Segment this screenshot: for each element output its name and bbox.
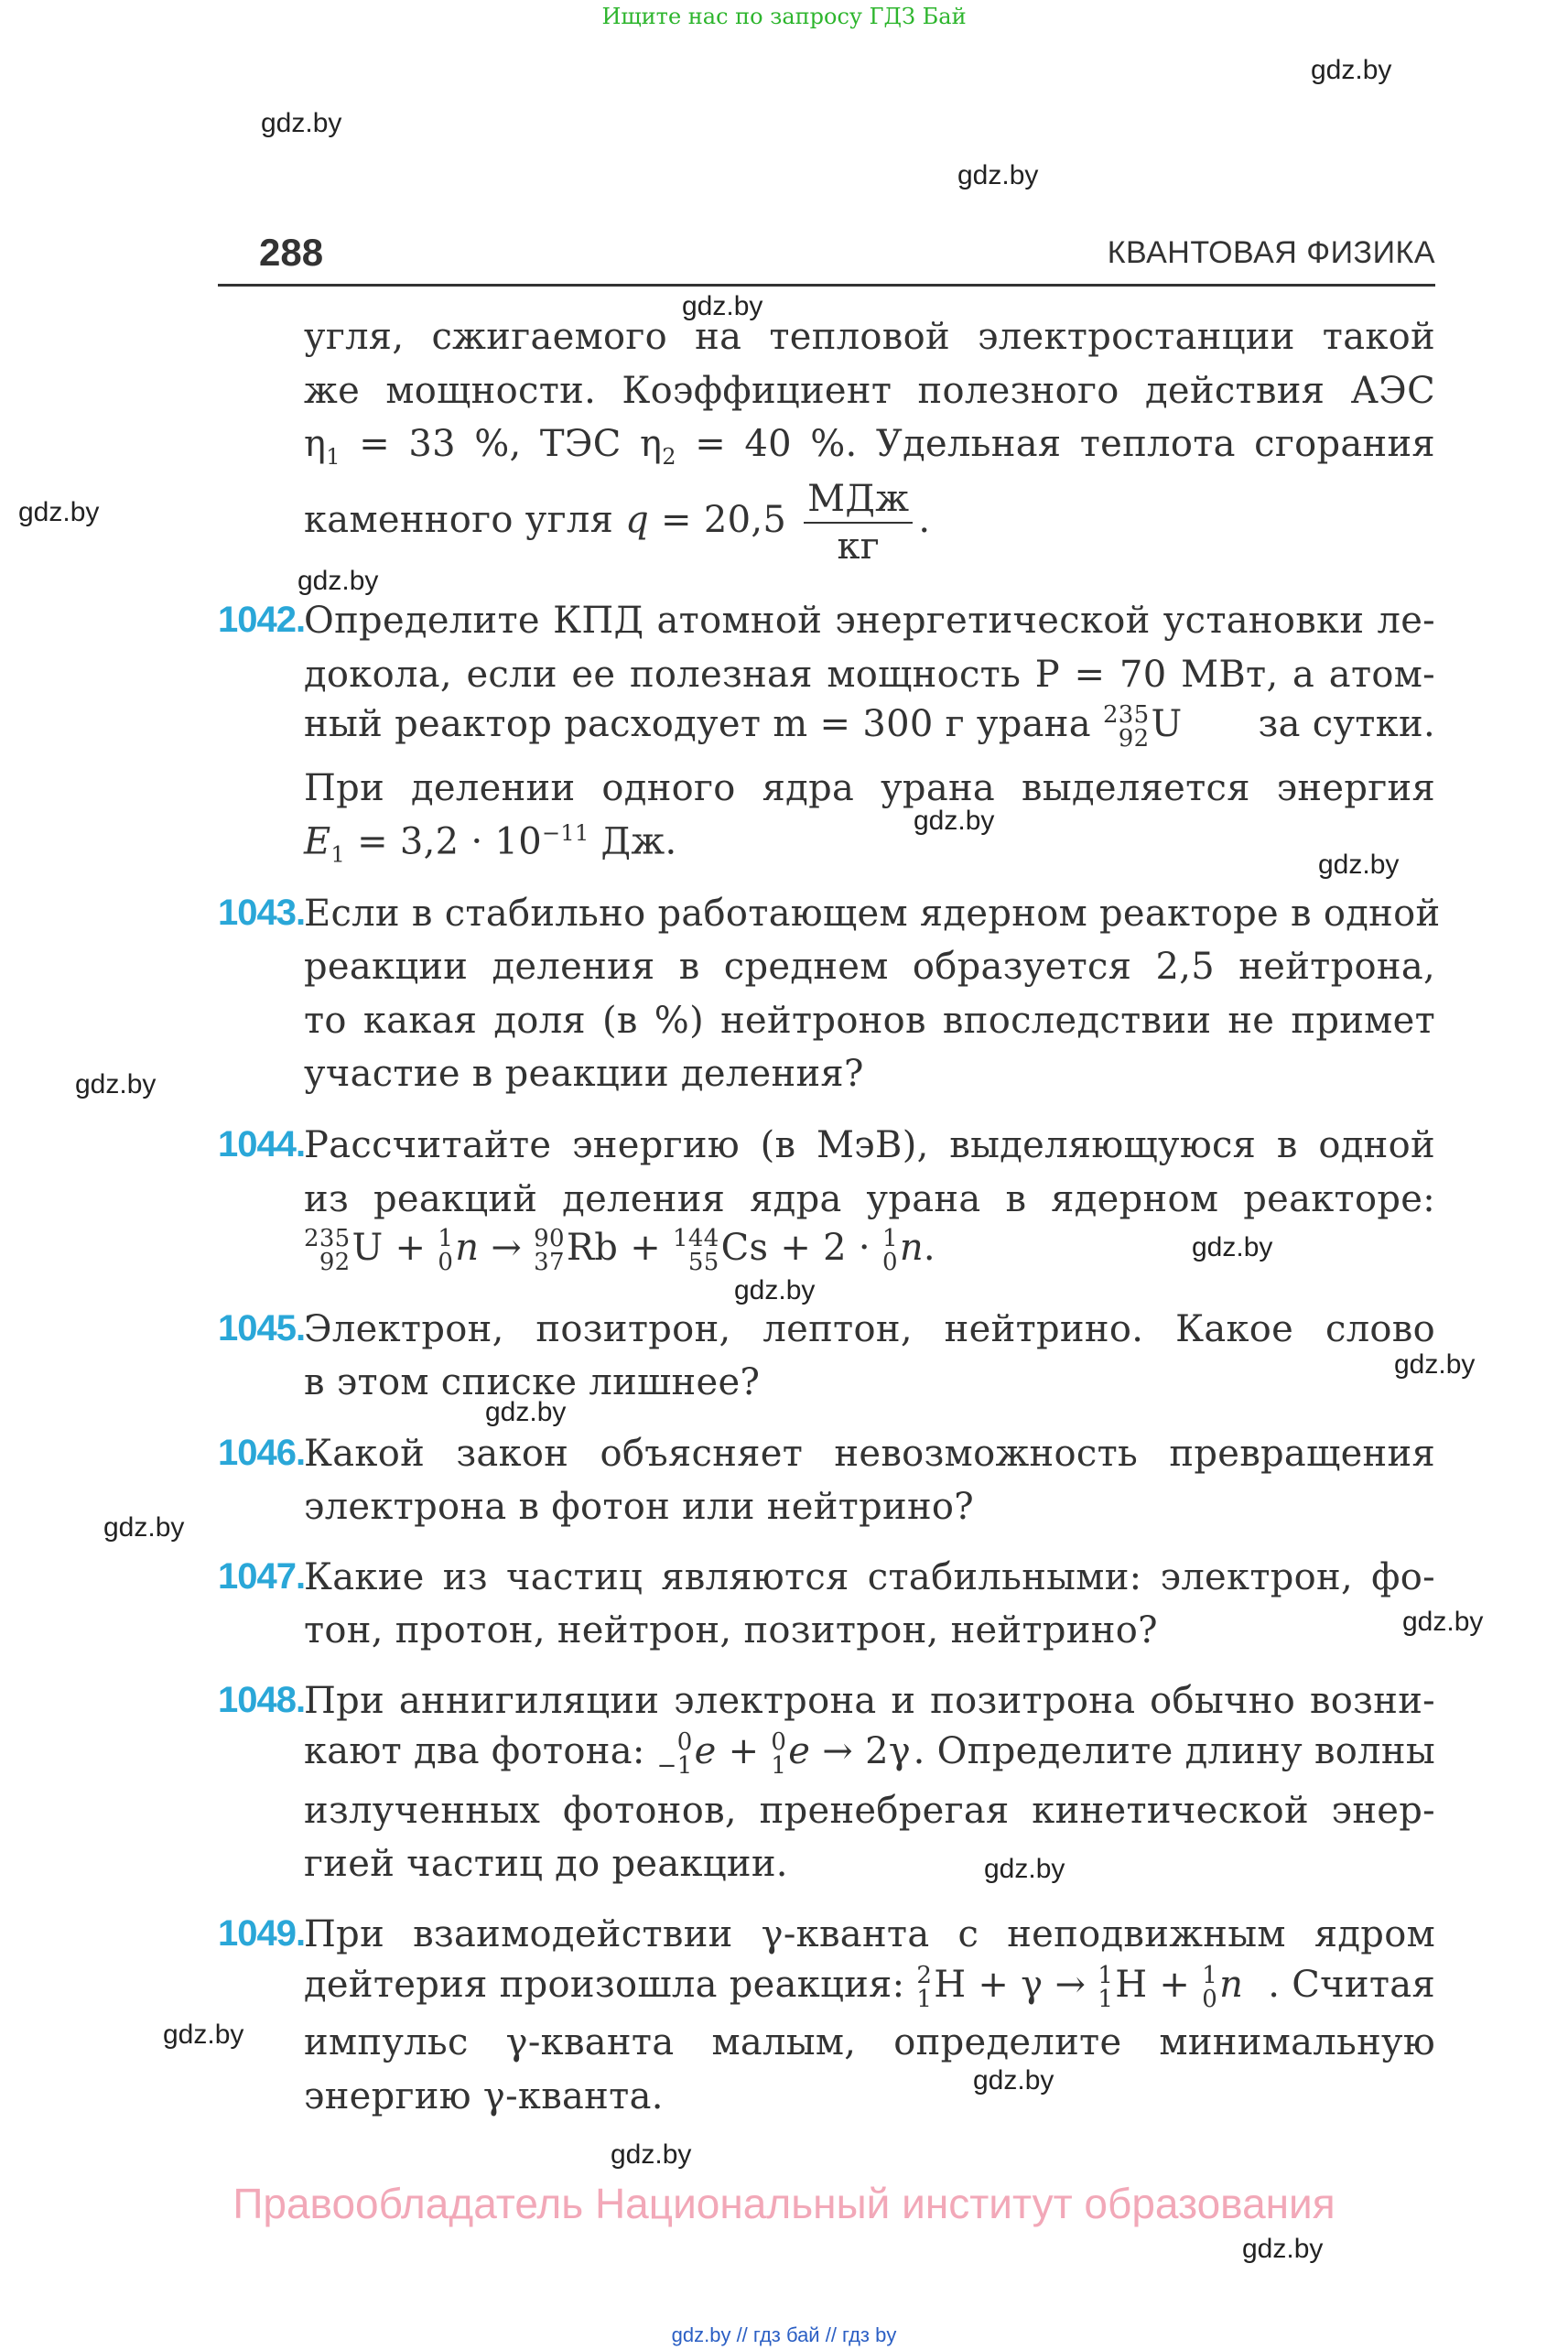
problem-number: 1043. bbox=[218, 893, 306, 933]
text-line: участие в реакции деления? bbox=[304, 1053, 864, 1095]
watermark: gdz.by bbox=[1402, 1607, 1484, 1637]
text-line: Если в стабильно работающем ядерном реакторе в одной bbox=[304, 893, 1441, 935]
text-line: тон, протон, нейтрон, позитрон, нейтрино? bbox=[304, 1609, 1158, 1651]
watermark: gdz.by bbox=[75, 1069, 157, 1099]
problem-number: 1049. bbox=[218, 1913, 306, 1954]
watermark: gdz.by bbox=[957, 160, 1039, 190]
text-line: дейтерия произошла реакция: 2 1 H + γ → 1 1 H + 1 0 n . Считая bbox=[304, 1962, 1435, 2013]
reaction-equation: 235 92 U + 1 0 n → 90 37 Rb + 144 55 Cs + 2 · 1 0 n. bbox=[304, 1225, 935, 1276]
text-line: гией частиц до реакции. bbox=[304, 1843, 788, 1885]
watermark: gdz.by bbox=[611, 2139, 692, 2170]
watermark: gdz.by bbox=[734, 1275, 816, 1305]
watermark: gdz.by bbox=[261, 108, 342, 138]
watermark: gdz.by bbox=[485, 1397, 567, 1427]
text-line: электрона в фотон или нейтрино? bbox=[304, 1486, 975, 1528]
watermark: gdz.by bbox=[914, 806, 995, 836]
watermark: gdz.by bbox=[984, 1854, 1065, 1884]
text-line: ный реактор расходует m = 300 г урана 235 92 U за сутки. bbox=[304, 701, 1435, 753]
problem-number: 1042. bbox=[218, 600, 306, 640]
watermark: gdz.by bbox=[163, 2020, 244, 2050]
text-line: $\eta_1 = 33$ %, ТЭС $\eta_2 = 40$ %. Удельная теплота сгорания bbox=[304, 423, 1435, 470]
text-line: то какая доля (в %) нейтронов впоследствии не примет bbox=[304, 1000, 1435, 1042]
text-line: в этом списке лишнее? bbox=[304, 1361, 761, 1403]
text-line: кают два фотона: 0 −1 e + 0 1 e → 2γ . Определите длину волны bbox=[304, 1728, 1435, 1780]
text-line: угля, сжигаемого на тепловой электростанции такой bbox=[304, 316, 1435, 358]
watermark: gdz.by bbox=[103, 1512, 185, 1543]
text-line: излученных фотонов, пренебрегая кинетической энер- bbox=[304, 1790, 1435, 1832]
watermark: gdz.by bbox=[973, 2065, 1054, 2096]
text-line: каменного угля q = 20,5 $\frac{\text{МДж}}{кг}$ . bbox=[304, 478, 931, 568]
page-number: 288 bbox=[259, 231, 324, 274]
fraction: $\frac{\text{МДж}}{кг}$ bbox=[804, 478, 913, 568]
text-line: При взаимодействии γ-кванта с неподвижным ядром bbox=[304, 1913, 1435, 1955]
copyright-notice: Правообладатель Национальный институт образования bbox=[232, 2180, 1336, 2227]
watermark: gdz.by bbox=[1242, 2234, 1324, 2264]
bottom-note: gdz.by // гдз бай // гдз by bbox=[671, 2323, 897, 2346]
text-line: докола, если ее полезная мощность P = 70 МВт, а атом- bbox=[304, 654, 1435, 696]
text-line: же мощности. Коэффициент полезного действия АЭС bbox=[304, 370, 1435, 412]
text-line: реакции деления в среднем образуется 2,5 нейтрона, bbox=[304, 946, 1435, 988]
section-title: КВАНТОВАЯ ФИЗИКА bbox=[1107, 235, 1435, 270]
text-line: Какие из частиц являются стабильными: электрон, фо- bbox=[304, 1556, 1435, 1598]
text-line: $E_1 = 3,2 \cdot 10^{-11}$ Дж. bbox=[304, 820, 677, 868]
problem-number: 1047. bbox=[218, 1556, 306, 1597]
top-note: Ищите нас по запросу ГДЗ Бай bbox=[601, 4, 967, 29]
text-line: Электрон, позитрон, лептон, нейтрино. Какое слово bbox=[304, 1308, 1435, 1350]
text-line: из реакций деления ядра урана в ядерном реакторе: bbox=[304, 1178, 1435, 1220]
problem-number: 1044. bbox=[218, 1124, 306, 1164]
text-line: энергию γ-кванта. bbox=[304, 2075, 664, 2117]
watermark: gdz.by bbox=[1394, 1349, 1476, 1380]
page-header bbox=[218, 227, 1435, 287]
watermark: gdz.by bbox=[1318, 850, 1400, 880]
watermark: gdz.by bbox=[18, 497, 100, 527]
text-line: При делении одного ядра урана выделяется энергия bbox=[304, 767, 1435, 809]
text-line: Рассчитайте энергию (в МэВ), выделяющуюся в одной bbox=[304, 1124, 1435, 1166]
problem-number: 1046. bbox=[218, 1433, 306, 1473]
problem-number: 1048. bbox=[218, 1680, 306, 1720]
text-line: импульс γ-кванта малым, определите минимальную bbox=[304, 2021, 1435, 2063]
watermark: gdz.by bbox=[682, 291, 763, 321]
text-line: При аннигиляции электрона и позитрона обычно возни- bbox=[304, 1680, 1435, 1722]
problem-number: 1045. bbox=[218, 1308, 306, 1348]
text-line: Определите КПД атомной энергетической установки ле- bbox=[304, 600, 1435, 642]
watermark: gdz.by bbox=[297, 566, 379, 596]
text-line: Какой закон объясняет невозможность превращения bbox=[304, 1433, 1435, 1475]
watermark: gdz.by bbox=[1192, 1232, 1273, 1262]
watermark: gdz.by bbox=[1311, 55, 1392, 85]
